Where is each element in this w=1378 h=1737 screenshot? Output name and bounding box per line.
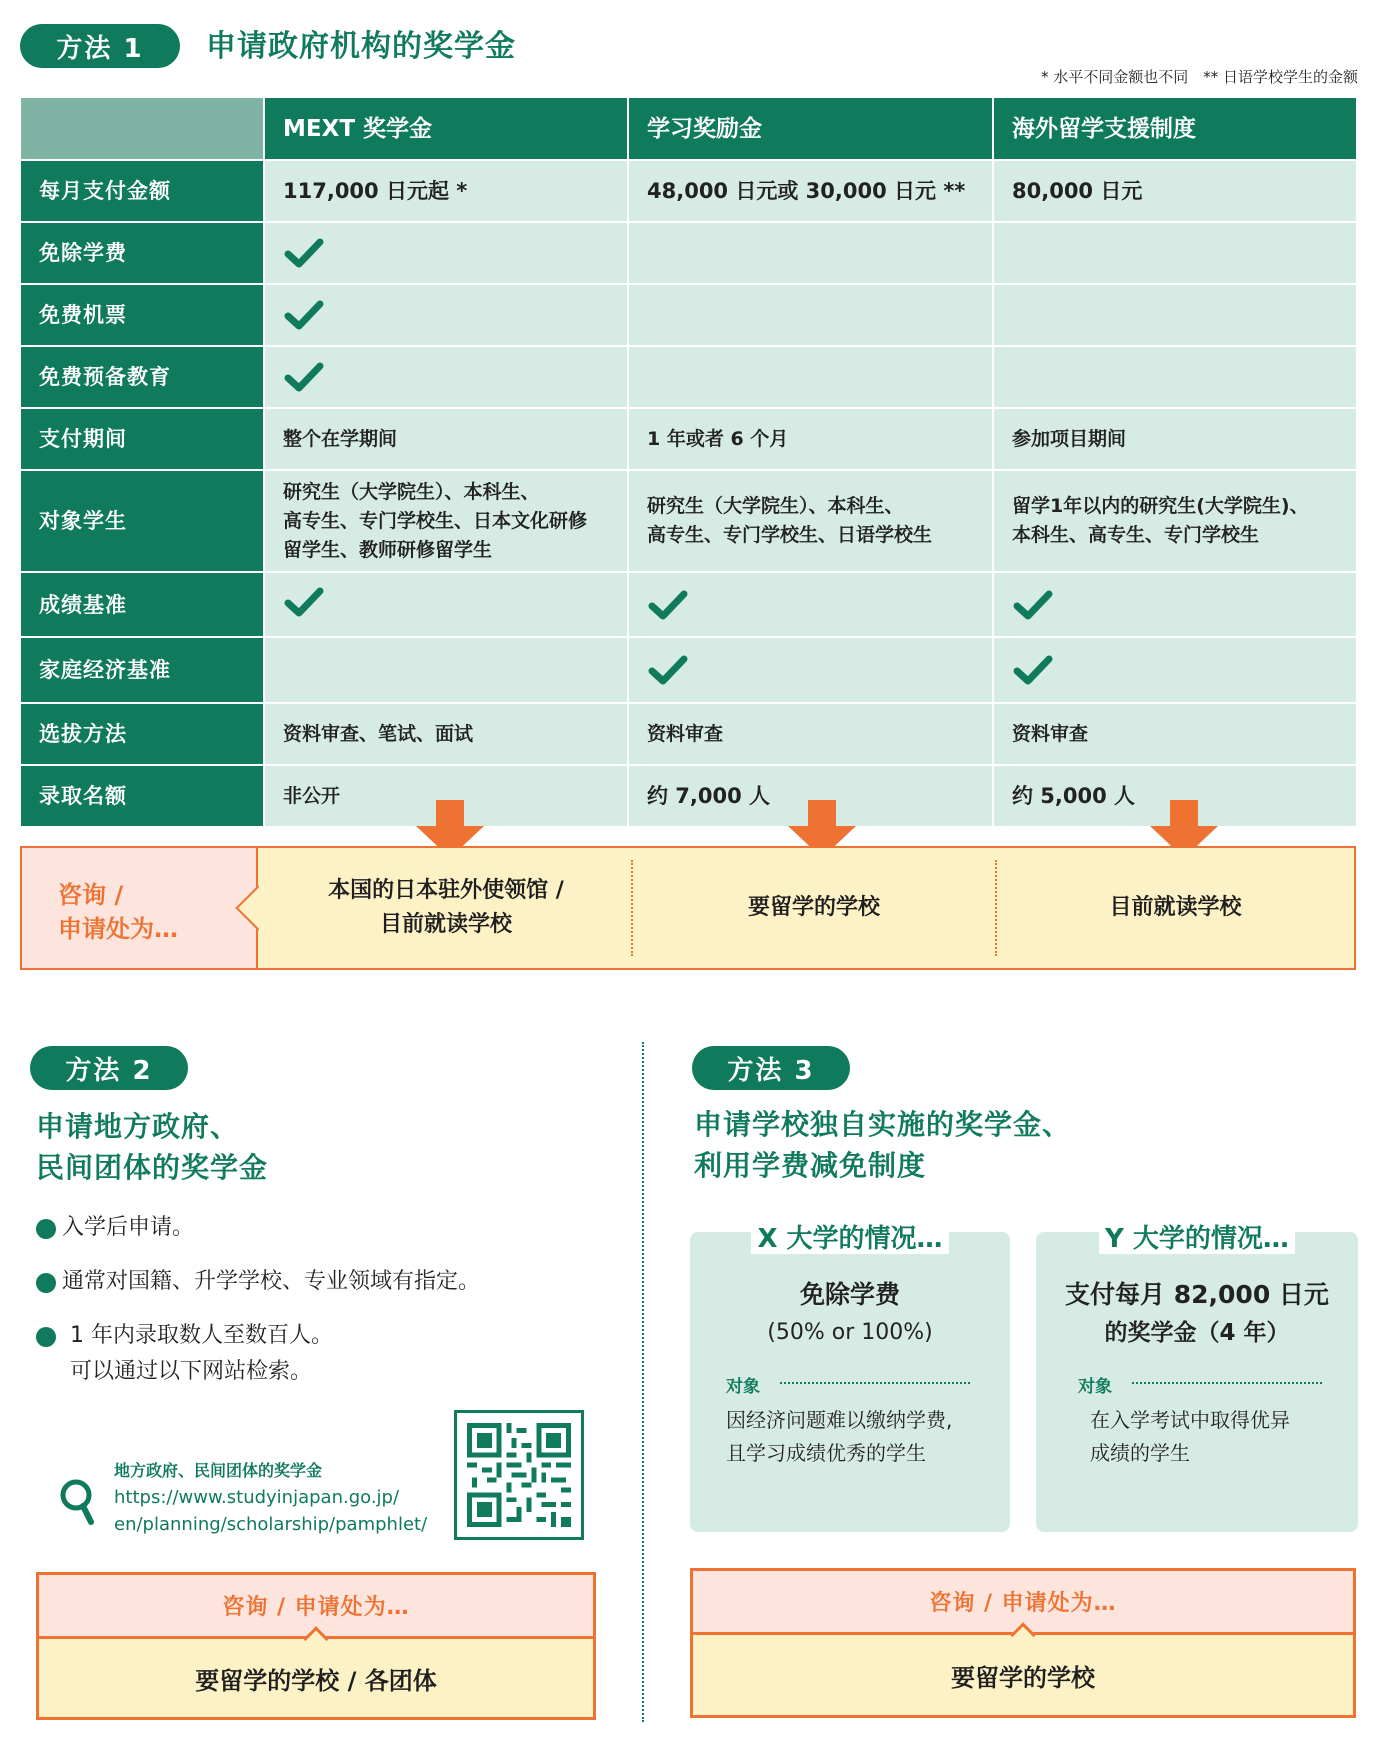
list-item	[36, 1264, 480, 1300]
list-item	[36, 1318, 480, 1390]
contact-value: 要留学的学校 / 各团体	[39, 1639, 593, 1717]
table-cell: 1 年或者 6 个月	[629, 409, 992, 469]
case-y-tag: 对象	[1078, 1377, 1112, 1397]
method3-title	[694, 1104, 1071, 1186]
case-x-desc	[726, 1404, 952, 1470]
table-cell: 80,000 日元	[994, 161, 1356, 221]
table-cell	[629, 285, 992, 345]
url-line: https://www.studyinjapan.go.jp/	[114, 1487, 400, 1508]
row-label-family: 家庭经济基准	[21, 638, 263, 702]
case-y-main	[1036, 1276, 1358, 1352]
table-cell: 非公开	[265, 766, 627, 826]
method1-badge: 方法 1	[20, 24, 180, 68]
scholarship-table	[21, 98, 1356, 826]
case-y-main-line2: 的奖学金（4 年）	[1104, 1320, 1290, 1346]
table-cell	[994, 471, 1356, 571]
check-icon	[647, 588, 689, 622]
row-label-prep: 免费预备教育	[21, 347, 263, 407]
case-y-card	[1036, 1224, 1358, 1532]
table-cell	[265, 573, 627, 636]
dotted-line	[1132, 1382, 1322, 1384]
bullet-dot	[36, 1273, 56, 1293]
method1-title: 申请政府机构的奖学金	[206, 29, 516, 64]
table-cell	[265, 638, 627, 702]
case-x-desc-line2: 且学习成绩优秀的学生	[726, 1441, 926, 1465]
table-cell	[994, 347, 1356, 407]
col-header-overseas: 海外留学支援制度	[994, 98, 1356, 159]
target-line: 留学1年以内的研究生(大学院生)、	[1012, 495, 1309, 517]
target-line: 本科生、高专生、专门学校生	[1012, 524, 1260, 546]
section-divider	[642, 1042, 644, 1722]
row-label-period: 支付期间	[21, 409, 263, 469]
case-x-title-text: X 大学的情况…	[751, 1224, 948, 1254]
scholarship-link[interactable]	[114, 1484, 427, 1538]
check-icon	[283, 236, 325, 270]
dotted-line	[780, 1382, 970, 1384]
table-cell: 117,000 日元起 *	[265, 161, 627, 221]
method2-title-line1: 申请地方政府、	[36, 1110, 240, 1143]
method2-title	[36, 1106, 268, 1188]
case-x-desc-line1: 因经济问题难以缴纳学费,	[726, 1408, 953, 1432]
bullet-dot	[36, 1219, 56, 1239]
table-cell	[265, 285, 627, 345]
row-label-quota: 录取名额	[21, 766, 263, 826]
case-y-desc-line2: 成绩的学生	[1090, 1441, 1190, 1465]
method2-bullets	[36, 1210, 480, 1408]
footnote: * 水平不同金额也不同 ** 日语学校学生的金额	[1040, 68, 1358, 86]
case-x-tag: 对象	[726, 1377, 760, 1397]
case-y-desc	[1090, 1404, 1290, 1470]
bullet-text: 通常对国籍、升学学校、专业领域有指定。	[62, 1269, 481, 1294]
table-corner	[21, 98, 263, 159]
table-cell	[629, 223, 992, 283]
bullet-text: 1 年内录取数人至数百人。	[70, 1323, 333, 1348]
method3-title-line1: 申请学校独自实施的奖学金、	[694, 1108, 1072, 1141]
table-cell	[994, 285, 1356, 345]
case-x-main	[690, 1276, 1010, 1352]
check-icon	[283, 360, 325, 394]
table-cell: 约 5,000 人	[994, 766, 1356, 826]
table-cell	[629, 347, 992, 407]
case-y-title	[1036, 1218, 1358, 1255]
target-line: 研究生（大学院生）、本科生、	[283, 480, 540, 503]
method3-title-line2: 利用学费减免制度	[694, 1149, 927, 1182]
contact-col-learning: 要留学的学校	[747, 895, 880, 920]
case-x-title	[690, 1218, 1010, 1255]
case-y-title-text: Y 大学的情况…	[1099, 1224, 1295, 1254]
table-cell	[265, 471, 627, 571]
contact-col-mext	[260, 848, 632, 968]
link-title: 地方政府、民间团体的奖学金	[114, 1461, 323, 1480]
check-icon	[647, 653, 689, 687]
contact-label: 咨询 / 申请处为…	[693, 1571, 1353, 1635]
row-label-grades: 成绩基准	[21, 573, 263, 636]
list-item	[36, 1210, 480, 1246]
table-cell: 参加项目期间	[994, 409, 1356, 469]
target-line: 高专生、专门学校生、日本文化研修	[283, 509, 588, 532]
contact-col-line: 目前就读学校	[379, 912, 512, 937]
table-cell	[265, 347, 627, 407]
method2-badge: 方法 2	[30, 1046, 188, 1090]
check-icon	[283, 585, 325, 619]
contact-label-line1: 咨询 /	[58, 881, 124, 909]
method3-badge: 方法 3	[692, 1046, 850, 1090]
contact-col-line: 本国的日本驻外使领馆 /	[328, 878, 564, 903]
check-icon	[1012, 653, 1054, 687]
table-cell: 48,000 日元或 30,000 日元 **	[629, 161, 992, 221]
contact-label-line2: 申请处为…	[58, 915, 178, 943]
row-label-tuition: 免除学费	[21, 223, 263, 283]
method2-contact-box	[36, 1572, 596, 1720]
target-line: 高专生、专门学校生、日语学校生	[647, 524, 933, 546]
contact-value: 要留学的学校	[693, 1635, 1353, 1715]
qr-code[interactable]	[454, 1410, 584, 1540]
contact-label	[22, 848, 258, 968]
url-line: en/planning/scholarship/pamphlet/	[114, 1514, 428, 1535]
check-icon	[283, 298, 325, 332]
table-cell: 整个在学期间	[265, 409, 627, 469]
method3-contact-box	[690, 1568, 1356, 1718]
col-header-mext: MEXT 奖学金	[265, 98, 627, 159]
case-x-card	[690, 1224, 1010, 1532]
table-cell	[994, 223, 1356, 283]
case-y-main-line1: 支付每月 82,000 日元	[1065, 1280, 1329, 1309]
case-x-main-line2: (50% or 100%)	[767, 1320, 933, 1345]
method2-title-line2: 民间团体的奖学金	[36, 1151, 269, 1184]
table-cell	[629, 573, 992, 636]
case-x-main-line1: 免除学费	[799, 1280, 900, 1309]
row-label-target: 对象学生	[21, 471, 263, 571]
row-label-monthly: 每月支付金额	[21, 161, 263, 221]
table-cell	[629, 638, 992, 702]
method1-contact-box	[20, 846, 1356, 970]
check-icon	[1012, 588, 1054, 622]
bullet-dot	[36, 1327, 56, 1347]
table-cell: 约 7,000 人	[629, 766, 992, 826]
table-cell: 资料审查	[994, 704, 1356, 764]
contact-label: 咨询 / 申请处为…	[39, 1575, 593, 1639]
bullet-text: 入学后申请。	[62, 1215, 195, 1240]
bullet-text: 可以通过以下网站检索。	[70, 1359, 313, 1384]
table-cell	[994, 638, 1356, 702]
table-cell	[265, 223, 627, 283]
search-icon[interactable]	[58, 1478, 98, 1528]
col-header-learning: 学习奖励金	[629, 98, 992, 159]
contact-col-overseas: 目前就读学校	[1109, 895, 1242, 920]
case-y-desc-line1: 在入学考试中取得优异	[1090, 1408, 1290, 1432]
table-cell	[994, 573, 1356, 636]
target-line: 研究生（大学院生）、本科生、	[647, 495, 904, 517]
target-line: 留学生、教师研修留学生	[283, 538, 493, 561]
table-cell: 资料审查	[629, 704, 992, 764]
table-cell	[629, 471, 992, 571]
table-cell: 资料审查、笔试、面试	[265, 704, 627, 764]
row-label-airfare: 免费机票	[21, 285, 263, 345]
row-label-selection: 选拔方法	[21, 704, 263, 764]
